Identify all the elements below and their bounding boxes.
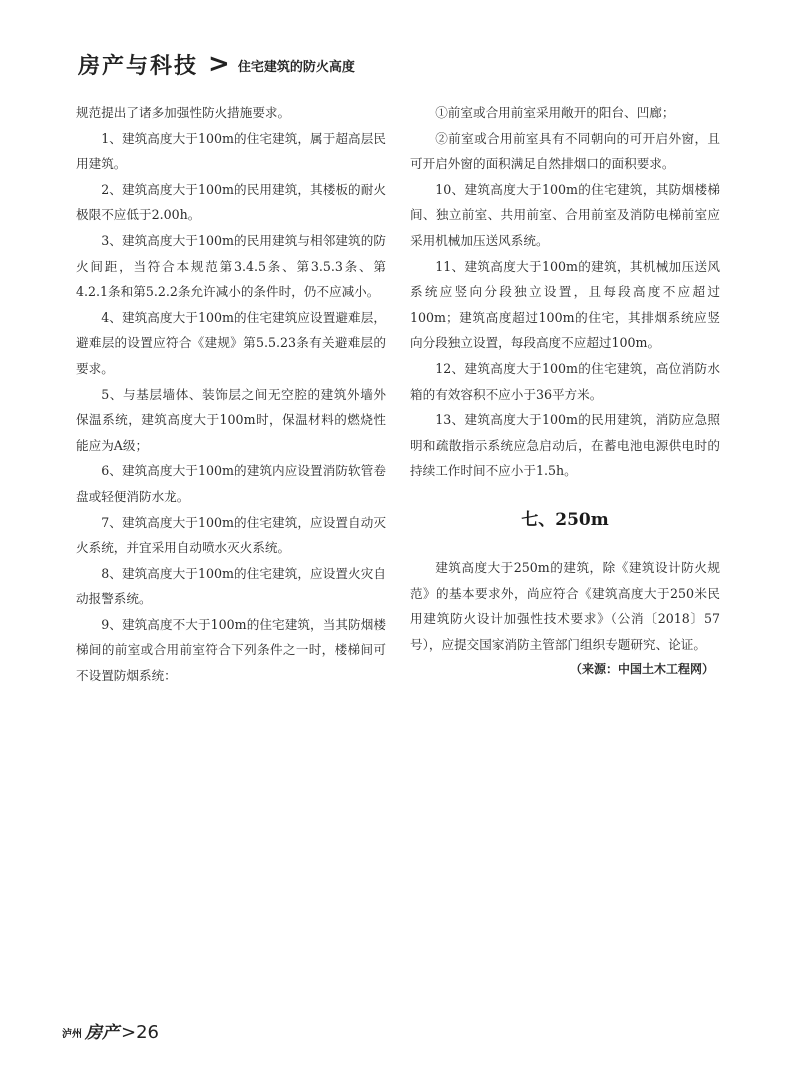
magazine-logo: 房产 [85,1023,119,1043]
page-footer [62,1018,159,1043]
left-column [76,100,386,689]
section-title: 房产与科技 [78,53,199,79]
right-column [410,100,720,683]
paragraph: ①前室或合用前室采用敞开的阳台、凹廊； [435,105,675,120]
paragraph: 11、建筑高度大于100m的建筑，其机械加压送风系统应竖向分段独立设置，且每段高度不应超过100m；建筑高度超过100m的住宅，其排烟系统应竖向分段独立设置，每段高度不应超过100m。 [410,258,720,351]
paragraph: 7、建筑高度大于100m的住宅建筑，应设置自动灭火系统，并宜采用自动喷水灭火系统。 [76,514,386,556]
page-header [78,44,355,84]
paragraph: 9、建筑高度不大于100m的住宅建筑，当其防烟楼梯间的前室或合用前室符合下列条件之一时，楼梯间可不设置防烟系统： [76,616,386,684]
paragraph: 建筑高度大于250m的建筑，除《建筑设计防火规范》的基本要求外，尚应符合《建筑高度大于250米民用建筑防火设计加强性技术要求》（公消〔2018〕57号），应提交国家消防主管部门组织专题研究、论证。 [410,559,720,652]
paragraph: 6、建筑高度大于100m的建筑内应设置消防软管卷盘或轻便消防水龙。 [76,463,386,504]
paragraph: 1、建筑高度大于100m的住宅建筑，属于超高层民用建筑。 [76,130,386,172]
paragraph: 3、建筑高度大于100m的民用建筑与相邻建筑的防火间距，当符合本规范第3.4.5条、第3.5.3条、第4.2.1条和第5.2.2条允许减小的条件时，仍不应减小。 [76,232,386,300]
paragraph: 8、建筑高度大于100m的住宅建筑，应设置火灾自动报警系统。 [76,565,386,607]
paragraph: 5、与基层墙体、装饰层之间无空腔的建筑外墙外保温系统，建筑高度大于100m时，保温材料的燃烧性能应为A级； [76,386,386,453]
paragraph: ②前室或合用前室具有不同朝向的可开启外窗，且可开启外窗的面积满足自然排烟口的面积要求。 [410,130,720,172]
page-number: >26 [121,1022,159,1043]
paragraph: 10、建筑高度大于100m的住宅建筑，其防烟楼梯间、独立前室、共用前室、合用前室及消防电梯前室应采用机械加压送风系统。 [410,181,720,248]
paragraph: 规范提出了诸多加强性防火措施要求。 [76,105,291,120]
paragraph: 4、建筑高度大于100m的住宅建筑应设置避难层，避难层的设置应符合《建规》第5.5.23条有关避难层的要求。 [76,309,386,376]
footer-city: 泸州 [62,1029,82,1040]
section-heading: 七、250m [521,509,609,530]
paragraph: 2、建筑高度大于100m的民用建筑，其楼板的耐火极限不应低于2.00h。 [76,181,386,223]
chevron-right-icon: > [208,49,230,79]
article-topic: 住宅建筑的防火高度 [237,60,355,75]
paragraph: 12、建筑高度大于100m的住宅建筑，高位消防水箱的有效容积不应小于36平方米。 [410,360,720,402]
paragraph: 13、建筑高度大于100m的民用建筑，消防应急照明和疏散指示系统应急启动后，在蓄电池电源供电时的持续工作时间不应小于1.5h。 [410,412,720,479]
source-credit: （来源：中国土木工程网） [569,662,714,677]
